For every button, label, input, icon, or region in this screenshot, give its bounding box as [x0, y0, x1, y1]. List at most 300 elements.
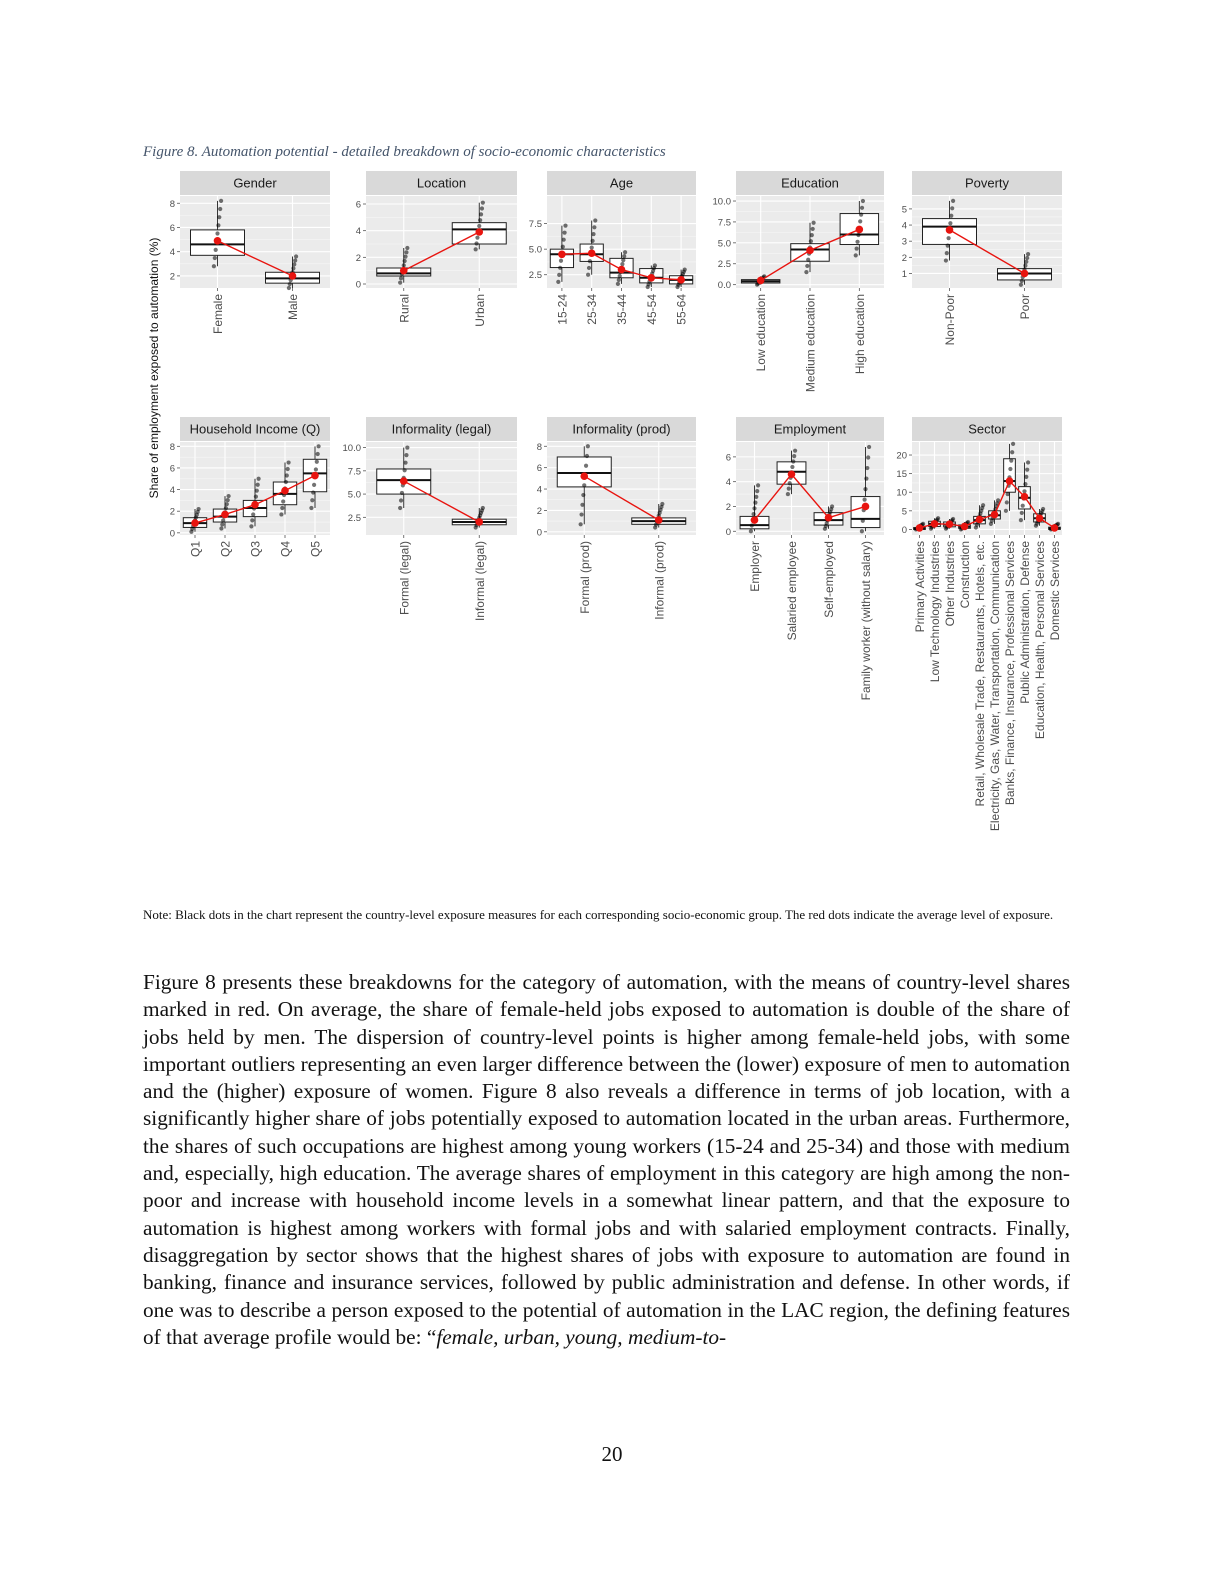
country-point	[399, 276, 403, 280]
x-tick-label: Urban	[472, 294, 487, 327]
country-point	[1022, 489, 1026, 493]
y-tick-label: 0	[169, 528, 175, 540]
y-tick-label: 0	[901, 524, 907, 536]
country-point	[400, 491, 404, 495]
country-point	[1025, 256, 1029, 260]
x-tick-label: Non-Poor	[943, 294, 957, 346]
country-point	[581, 493, 585, 497]
facet-sector	[896, 417, 1062, 831]
country-point	[1019, 283, 1023, 287]
facet-employment	[726, 417, 884, 700]
facet-title: Informality (legal)	[391, 421, 492, 437]
y-tick-label: 2	[901, 252, 907, 264]
country-point	[809, 239, 813, 243]
y-tick-label: 10	[896, 487, 907, 499]
y-tick-label: 6	[725, 452, 731, 464]
x-tick-label: Q2	[218, 541, 233, 558]
country-point	[559, 259, 563, 263]
x-tick-label: 55-64	[674, 294, 689, 325]
country-point	[855, 240, 859, 244]
country-point	[287, 286, 291, 290]
country-point	[860, 529, 864, 533]
mean-point	[1051, 524, 1059, 532]
y-tick-label: 4	[169, 485, 175, 497]
mean-point	[655, 516, 663, 524]
country-point	[480, 206, 484, 210]
country-point	[867, 445, 871, 449]
country-point	[787, 487, 791, 491]
mean-point	[191, 519, 199, 527]
mean-point	[281, 487, 289, 495]
x-tick-label: Low education	[754, 294, 769, 372]
country-point	[591, 232, 595, 236]
country-point	[562, 238, 566, 242]
country-point	[474, 241, 478, 245]
country-point	[225, 502, 229, 506]
facet-gender	[170, 171, 330, 334]
mean-point	[946, 520, 954, 528]
country-point	[859, 213, 863, 217]
mean-point	[580, 472, 588, 480]
country-point	[586, 444, 590, 448]
country-point	[557, 273, 561, 277]
x-tick-label: Informal (legal)	[472, 541, 487, 622]
x-tick-label: Public Administration, Defense	[1018, 541, 1032, 704]
country-point	[315, 460, 319, 464]
country-point	[587, 266, 591, 270]
country-point	[287, 460, 291, 464]
y-tick-label: 1	[901, 268, 907, 280]
y-tick-label: 10.0	[712, 196, 731, 208]
country-point	[314, 467, 318, 471]
facet-education	[713, 171, 885, 392]
mean-point	[289, 272, 297, 280]
country-point	[806, 258, 810, 262]
country-point	[474, 247, 478, 251]
y-tick-label: 2	[169, 506, 175, 518]
mean-point	[475, 518, 483, 526]
mean-point	[856, 226, 864, 234]
country-point	[556, 280, 560, 284]
mean-point	[991, 511, 999, 519]
country-point	[936, 516, 940, 520]
y-tick-label: 0	[725, 526, 731, 538]
mean-point	[400, 477, 408, 485]
facet-poverty	[902, 171, 1062, 345]
country-point	[755, 489, 759, 493]
country-point	[858, 219, 862, 223]
country-point	[951, 517, 955, 521]
country-point	[1020, 511, 1024, 515]
country-point	[592, 225, 596, 229]
x-tick-label: Q1	[188, 541, 203, 558]
country-point	[403, 259, 407, 263]
country-point	[580, 503, 584, 507]
country-point	[1009, 459, 1013, 463]
country-point	[317, 444, 321, 448]
country-point	[255, 489, 259, 493]
country-point	[398, 506, 402, 510]
y-tick-label: 10.0	[342, 443, 361, 455]
country-point	[588, 259, 592, 263]
country-point	[403, 468, 407, 472]
y-tick-label: 0	[355, 279, 361, 291]
country-point	[312, 483, 316, 487]
country-point	[478, 218, 482, 222]
country-point	[805, 264, 809, 268]
country-point	[219, 526, 223, 530]
mean-point	[788, 470, 796, 478]
country-point	[1024, 475, 1028, 479]
country-point	[861, 519, 865, 523]
country-point	[292, 262, 296, 266]
country-point	[620, 262, 624, 266]
country-point	[621, 258, 625, 262]
country-point	[215, 231, 219, 235]
x-tick-label: Banks, Finance, Insurance, Professional Services	[1003, 541, 1017, 806]
country-point	[1025, 468, 1029, 472]
country-point	[288, 282, 292, 286]
facet-household-income-q-	[170, 417, 330, 557]
y-tick-label: 4	[901, 220, 907, 232]
country-point	[854, 253, 858, 257]
x-tick-label: Employer	[748, 541, 762, 592]
country-point	[1026, 252, 1030, 256]
country-point	[481, 506, 485, 510]
y-tick-label: 8	[536, 441, 542, 453]
facet-title: Gender	[233, 175, 277, 191]
country-point	[405, 246, 409, 250]
country-point	[948, 221, 952, 225]
facet-informality-prod-	[537, 417, 696, 620]
automation-breakdown-chart	[140, 166, 1075, 886]
country-point	[1010, 450, 1014, 454]
country-point	[653, 263, 657, 267]
x-tick-label: 45-54	[644, 294, 659, 325]
country-point	[558, 266, 562, 270]
mean-point	[1036, 514, 1044, 522]
country-point	[591, 239, 595, 243]
country-point	[590, 246, 594, 250]
country-point	[951, 199, 955, 203]
mean-point	[558, 250, 566, 258]
country-point	[752, 506, 756, 510]
y-tick-label: 4	[725, 477, 731, 489]
y-tick-label: 15	[896, 469, 907, 481]
y-tick-label: 2	[536, 505, 542, 517]
country-point	[830, 504, 834, 508]
country-point	[1011, 442, 1015, 446]
x-tick-label: Education, Health, Personal Services	[1033, 541, 1047, 740]
country-point	[1005, 500, 1009, 504]
country-point	[475, 236, 479, 240]
country-point	[477, 224, 481, 228]
x-tick-label: Primary Activities	[913, 541, 927, 633]
country-point	[279, 512, 283, 516]
y-tick-label: 6	[169, 463, 175, 475]
country-point	[216, 223, 220, 227]
mean-point	[757, 277, 765, 285]
country-point	[404, 250, 408, 254]
body-paragraph	[143, 969, 1070, 1351]
y-tick-label: 4	[355, 226, 361, 238]
y-tick-label: 2	[355, 252, 361, 264]
facet-title: Employment	[773, 421, 847, 437]
x-tick-label: Low Technology Industries	[928, 541, 942, 683]
country-point	[750, 523, 754, 527]
x-tick-label: Poor	[1018, 294, 1032, 320]
y-tick-label: 0	[536, 527, 542, 539]
x-tick-label: Retail, Wholesale Trade, Restaurants, Hotels, etc.	[973, 541, 987, 807]
country-point	[227, 494, 231, 498]
country-point	[790, 465, 794, 469]
country-point	[584, 464, 588, 468]
x-tick-label: Construction	[958, 541, 972, 609]
country-point	[861, 199, 865, 203]
country-point	[866, 455, 870, 459]
country-point	[804, 270, 808, 274]
mean-point	[751, 516, 759, 524]
country-point	[593, 218, 597, 222]
y-tick-label: 6	[169, 222, 175, 234]
country-point	[404, 453, 408, 457]
country-point	[585, 454, 589, 458]
country-point	[812, 221, 816, 225]
country-point	[212, 264, 216, 268]
country-point	[563, 231, 567, 235]
x-tick-label: Q3	[248, 541, 263, 558]
country-point	[310, 498, 314, 502]
x-tick-label: Formal (prod)	[577, 541, 592, 614]
country-point	[753, 501, 757, 505]
facet-title: Household Income (Q)	[189, 421, 321, 437]
country-point	[946, 244, 950, 248]
mean-point	[475, 228, 483, 236]
y-tick-label: 2.5	[717, 259, 731, 271]
country-point	[311, 490, 315, 494]
y-tick-label: 2.5	[347, 512, 361, 524]
country-point	[309, 506, 313, 510]
facet-informality-legal-	[343, 417, 518, 621]
country-point	[479, 212, 483, 216]
country-point	[616, 282, 620, 286]
mean-point	[221, 511, 229, 519]
y-tick-label: 8	[169, 198, 175, 210]
x-tick-label: Domestic Services	[1048, 541, 1062, 641]
x-tick-label: Salaried employee	[785, 541, 799, 641]
country-point	[1021, 504, 1025, 508]
country-point	[403, 461, 407, 465]
country-point	[683, 268, 687, 272]
mean-point	[862, 503, 870, 511]
y-tick-label: 5.0	[528, 244, 542, 256]
country-point	[1024, 260, 1028, 264]
country-point	[618, 274, 622, 278]
country-point	[754, 495, 758, 499]
facet-title: Poverty	[964, 175, 1010, 191]
country-point	[281, 499, 285, 503]
country-point	[579, 522, 583, 526]
mean-point	[311, 472, 319, 480]
country-point	[981, 503, 985, 507]
mean-point	[1021, 270, 1029, 278]
country-point	[1019, 518, 1023, 522]
x-tick-label: High education	[852, 294, 867, 375]
country-point	[749, 529, 753, 533]
x-tick-label: Other Industries	[943, 541, 957, 627]
country-point	[563, 224, 567, 228]
mean-point	[931, 520, 939, 528]
mean-point	[618, 266, 626, 274]
mean-point	[946, 226, 954, 234]
mean-point	[961, 523, 969, 531]
mean-point	[400, 267, 408, 275]
facet-title: Education	[781, 175, 839, 191]
country-point	[224, 506, 228, 510]
country-point	[1023, 264, 1027, 268]
country-point	[622, 254, 626, 258]
y-tick-label: 7.5	[347, 466, 361, 478]
country-point	[752, 512, 756, 516]
x-tick-label: Informal (prod)	[652, 541, 667, 620]
mean-point	[251, 501, 259, 509]
country-point	[586, 273, 590, 277]
country-point	[856, 233, 860, 237]
country-point	[791, 459, 795, 463]
country-point	[220, 522, 224, 526]
country-point	[481, 201, 485, 205]
facet-age	[529, 171, 696, 325]
x-tick-label: Formal (legal)	[397, 541, 412, 616]
figure-note: Note: Black dots in the chart represent the country-level exposure measures for each corresponding socio-economic group. The red dots indicate the average level of exposure.	[143, 907, 1054, 922]
country-point	[947, 236, 951, 240]
y-axis-label: Share of employment exposed to automation (%)	[147, 237, 161, 499]
country-point	[561, 245, 565, 249]
y-tick-label: 8	[169, 441, 175, 453]
facet-location	[356, 171, 517, 327]
x-tick-label: Female	[211, 294, 225, 335]
country-point	[949, 214, 953, 218]
y-tick-label: 2	[725, 501, 731, 513]
country-point	[1004, 509, 1008, 513]
x-tick-label: Family worker (without salary)	[859, 541, 873, 701]
y-tick-label: 20	[896, 450, 907, 462]
country-point	[398, 281, 402, 285]
mean-point	[976, 516, 984, 524]
country-point	[944, 258, 948, 262]
y-tick-label: 5.0	[717, 238, 731, 250]
country-point	[786, 492, 790, 496]
y-tick-label: 0.0	[717, 280, 731, 292]
country-point	[284, 480, 288, 484]
country-point	[291, 266, 295, 270]
country-point	[197, 507, 201, 511]
mean-point	[1006, 477, 1014, 485]
box	[557, 457, 611, 487]
country-point	[257, 477, 261, 481]
mean-point	[677, 276, 685, 284]
country-point	[254, 495, 258, 499]
country-point	[792, 454, 796, 458]
country-point	[660, 502, 664, 506]
country-point	[788, 481, 792, 485]
body-paragraph-emphasis: female, urban, young, medium-to-	[436, 1324, 727, 1349]
country-point	[251, 512, 255, 516]
y-tick-label: 4	[536, 484, 542, 496]
y-tick-label: 6	[355, 199, 361, 211]
country-point	[403, 255, 407, 259]
country-point	[213, 256, 217, 260]
mean-point	[214, 237, 222, 245]
country-point	[402, 263, 406, 267]
country-point	[293, 258, 297, 262]
y-tick-label: 5	[901, 506, 907, 518]
y-tick-label: 5.0	[347, 489, 361, 501]
country-point	[1026, 460, 1030, 464]
country-point	[1041, 507, 1045, 511]
country-point	[756, 483, 760, 487]
x-tick-label: 25-34	[585, 294, 600, 325]
x-tick-label: Q5	[308, 541, 323, 558]
country-point	[811, 227, 815, 231]
mean-point	[1021, 493, 1029, 501]
country-point	[218, 207, 222, 211]
mean-point	[916, 524, 924, 532]
y-tick-label: 2.5	[528, 270, 542, 282]
country-point	[250, 518, 254, 522]
mean-point	[648, 274, 656, 282]
country-point	[1020, 279, 1024, 283]
mean-point	[806, 247, 814, 255]
x-tick-label: 15-24	[555, 294, 570, 325]
figure-caption: Figure 8. Automation potential - detailed breakdown of socio-economic characteristics	[143, 144, 666, 160]
mean-point	[588, 249, 596, 257]
country-point	[623, 250, 627, 254]
x-tick-label: Q4	[278, 541, 293, 558]
x-tick-label: 35-44	[615, 294, 629, 325]
facet-title: Location	[416, 175, 467, 191]
facet-title: Sector	[968, 421, 1006, 437]
y-tick-label: 5	[901, 204, 907, 216]
country-point	[249, 524, 253, 528]
country-point	[945, 251, 949, 255]
country-point	[863, 487, 867, 491]
country-point	[226, 498, 230, 502]
x-tick-label: Electricity, Gas, Water, Transportation, Communication	[988, 541, 1002, 832]
mean-point	[825, 514, 833, 522]
country-point	[280, 506, 284, 510]
facet-title: Age	[609, 175, 634, 191]
country-point	[1006, 492, 1010, 496]
country-point	[1008, 467, 1012, 471]
country-point	[405, 445, 409, 449]
page-number: 20	[601, 1442, 623, 1466]
country-point	[221, 518, 225, 522]
country-point	[860, 206, 864, 210]
country-point	[1023, 482, 1027, 486]
country-point	[294, 254, 298, 258]
facet-title: Informality (prod)	[572, 421, 671, 437]
y-tick-label: 4	[169, 247, 175, 259]
country-point	[863, 498, 867, 502]
country-point	[286, 467, 290, 471]
y-tick-label: 7.5	[717, 217, 731, 229]
country-point	[217, 215, 221, 219]
body-paragraph-text: Figure 8 presents these breakdowns for the category of automation, with the means of country-level shares marked in red. On average, the share of female-held jobs exposed to automation is double of the share of jobs held by men. The dispersion of country-level points is higher among female-held jobs, with some important outliers representing an even larger difference between the (lower) exposure of men to automation and the (higher) exposure of women. Figure 8 also reveals a difference in terms of job location, with a significantly higher share of jobs potentially exposed to automation located in the urban areas. Furthermore, the shares of such occupations are highest among young workers (15-24 and 25-34) and those with medium and, especially, high education. The average shares of employment in this category are high among the non-poor and increase with household income levels in a somewhat linear pattern, and that the exposure to automation is highest among workers with formal jobs and with salaried employment contracts. Finally, disaggregation by sector shows that the highest shares of jobs with exposure to automation are found in banking, finance and insurance services, followed by public administration and defense. In other words, if one was to describe a person exposed to the potential of automation in the LAC region, the defining features of that average profile would be: “	[143, 970, 1070, 1349]
country-point	[256, 483, 260, 487]
y-tick-label: 7.5	[528, 219, 542, 231]
country-point	[855, 246, 859, 250]
